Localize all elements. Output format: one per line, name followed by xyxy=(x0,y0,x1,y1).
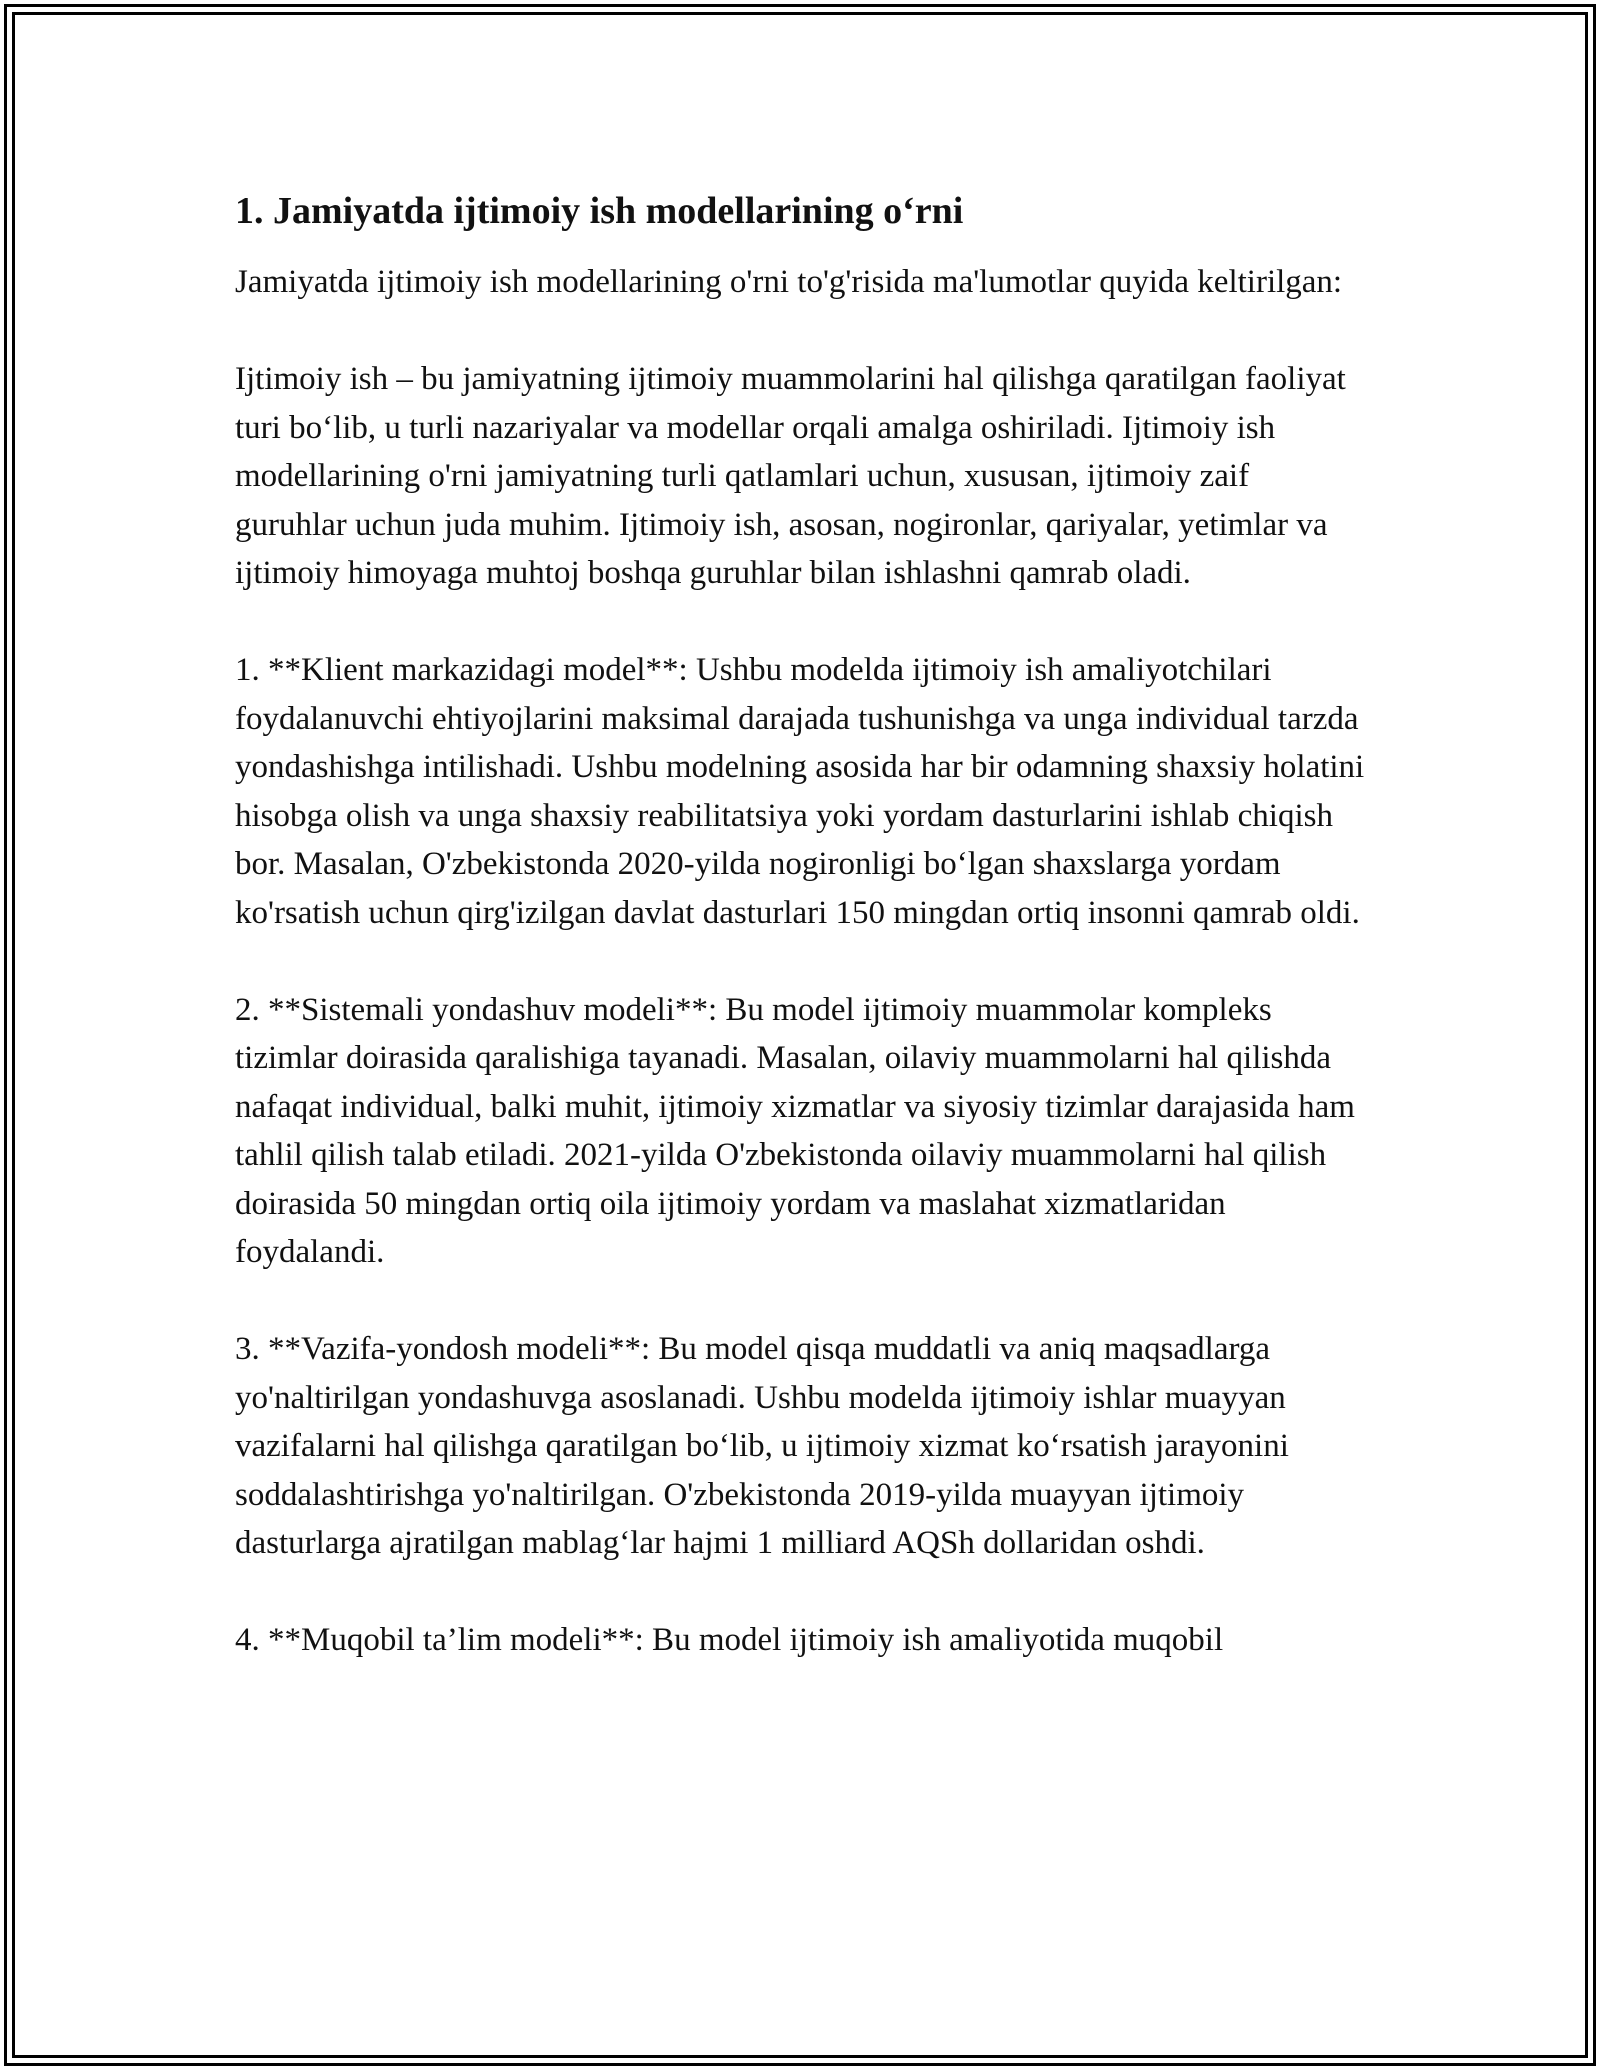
document-title: 1. Jamiyatda ijtimoiy ish modellarining o‘rni xyxy=(235,190,964,232)
definition-paragraph: Ijtimoiy ish – bu jamiyatning ijtimoiy muammolarini hal qilishga qaratilgan faoliyat turi bo‘lib, u turli nazariyalar va modellar orqali amalga oshiriladi. Ijtimoiy ish modellarining o'rni jamiyatning turli qatlamlari uchun, xususan, ijtimoiy zaif guruhlar uchun juda muhim. Ijtimoiy ish, asosan, nogironlar, qariyalar, yetimlar va ijtimoiy himoyaga muhtoj boshqa guruhlar bilan ishlashni qamrab oladi. xyxy=(235,361,1346,591)
systemic-approach-model-paragraph: 2. **Sistemali yondashuv modeli**: Bu model ijtimoiy muammolar kompleks tizimlar doirasida qaralishiga tayanadi. Masalan, oilaviy muammolarni hal qilishda nafaqat individual, balki muhit, ijtimoiy xizmatlar va siyosiy tizimlar darajasida ham tahlil qilish talab etiladi. 2021-yilda O'zbekistonda oilaviy muammolarni hal qilish doirasida 50 mingdan ortiq oila ijtimoiy yordam va maslahat xizmatlaridan foydalandi. xyxy=(235,991,1355,1270)
alternative-learning-model-paragraph: 4. **Muqobil ta’lim modeli**: Bu model ijtimoiy ish amaliyotida muqobil xyxy=(235,1622,1224,1658)
client-centered-model-paragraph: 1. **Klient markazidagi model**: Ushbu modelda ijtimoiy ish amaliyotchilari foydalanuvchi ehtiyojlarini maksimal darajada tushunishga va unga individual tarzda yondashishga intilishadi. Ushbu modelning asosida har bir odamning shaxsiy holatini hisobga olish va unga shaxsiy reabilitatsiya yoki yordam dasturlarini ishlab chiqish bor. Masalan, O'zbekistonda 2020-yilda nogironligi bo‘lgan shaxslarga yordam ko'rsatish uchun qirg'izilgan davlat dasturlari 150 mingdan ortiq insonni qamrab oldi. xyxy=(235,652,1365,931)
task-oriented-model-paragraph: 3. **Vazifa-yondosh modeli**: Bu model qisqa muddatli va aniq maqsadlarga yo'naltirilgan yondashuvga asoslanadi. Ushbu modelda ijtimoiy ishlar muayyan vazifalarni hal qilishga qaratilgan bo‘lib, u ijtimoiy xizmat ko‘rsatish jarayonini soddalashtirishga yo'naltirilgan. O'zbekistonda 2019-yilda muayyan ijtimoiy dasturlarga ajratilgan mablag‘lar hajmi 1 milliard AQSh dollaridan oshdi. xyxy=(235,1331,1289,1561)
intro-paragraph: Jamiyatda ijtimoiy ish modellarining o'rni to'g'risida ma'lumotlar quyida keltirilgan: xyxy=(235,264,1343,300)
document-body xyxy=(235,186,1365,1665)
